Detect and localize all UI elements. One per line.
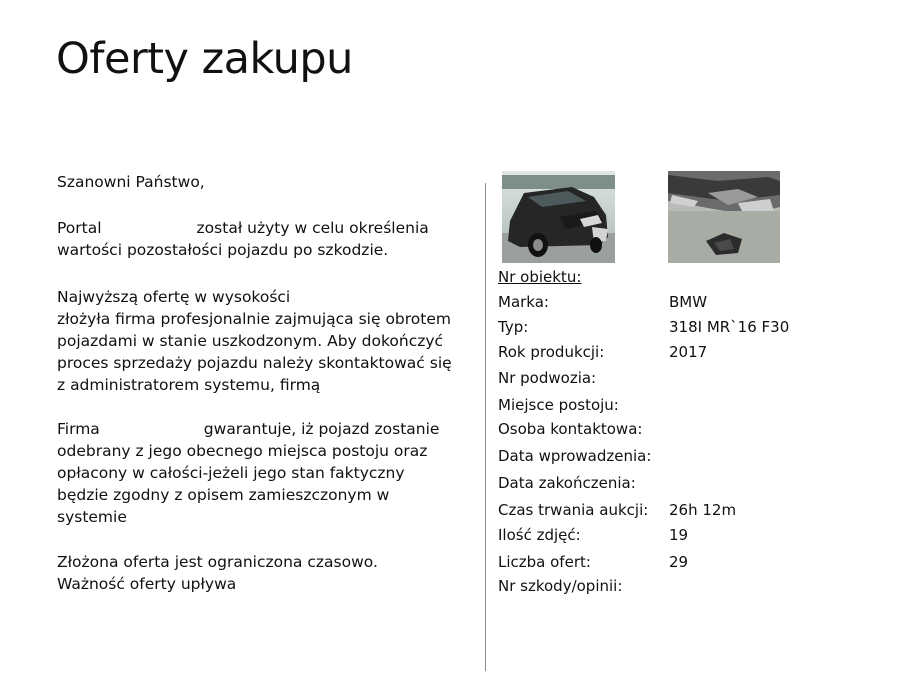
- detail-row-production-year: [498, 343, 898, 365]
- paragraph-3-line-2: odebrany z jego obecnego miejsca postoju oraz: [57, 442, 428, 460]
- detail-label: Data wprowadzenia:: [498, 447, 652, 465]
- detail-value: BMW: [669, 293, 708, 311]
- detail-value: 19: [669, 526, 689, 544]
- vehicle-photo-damage: [668, 171, 780, 263]
- detail-row-claim-number: [498, 577, 898, 599]
- detail-label: Data zakończenia:: [498, 474, 636, 492]
- detail-label: Ilość zdjęć:: [498, 526, 581, 544]
- paragraph-3-line-5: systemie: [57, 508, 127, 526]
- paragraph-4-line-2: Ważność oferty upływa: [57, 575, 237, 593]
- paragraph-2-line-5: z administratorem systemu, firmą: [57, 376, 321, 394]
- detail-row-vin: [498, 369, 898, 391]
- greeting: Szanowni Państwo,: [57, 173, 205, 191]
- detail-label: Miejsce postoju:: [498, 396, 619, 414]
- paragraph-2-line-2: złożyła firma profesjonalnie zajmująca się obrotem: [57, 310, 451, 328]
- paragraph-2-line-4: proces sprzedaży pojazdu należy skontaktować się: [57, 354, 452, 372]
- redacted-company-name: [100, 424, 204, 434]
- paragraph-2-line-3: pojazdami w stanie uszkodzonym. Aby dokończyć: [57, 332, 444, 350]
- paragraph-4-line-1: Złożona oferta jest ograniczona czasowo.: [57, 553, 378, 571]
- detail-label: Nr szkody/opinii:: [498, 577, 623, 595]
- paragraph-1-line-1: [57, 217, 429, 239]
- detail-row-location: [498, 396, 898, 418]
- detail-label: Czas trwania aukcji:: [498, 501, 649, 519]
- detail-row-object-number: [498, 268, 898, 290]
- paragraph-3-line-1: [57, 418, 439, 440]
- detail-value: 29: [669, 553, 689, 571]
- detail-row-entry-date: [498, 447, 898, 469]
- detail-label: Rok produkcji:: [498, 343, 605, 361]
- detail-label: Osoba kontaktowa:: [498, 420, 643, 438]
- detail-value: 2017: [669, 343, 708, 361]
- paragraph-1-line-2: wartości pozostałości pojazdu po szkodzie.: [57, 241, 389, 259]
- detail-label: Typ:: [498, 318, 529, 336]
- detail-label: Marka:: [498, 293, 549, 311]
- paragraph-3-line-3: opłacony w całości-jeżeli jego stan faktyczny: [57, 464, 405, 482]
- redacted-portal-name: [102, 223, 197, 233]
- detail-row-offer-count: [498, 553, 898, 575]
- detail-row-end-date: [498, 474, 898, 496]
- detail-row-photo-count: [498, 526, 898, 548]
- paragraph-3-line-4: będzie zgodny z opisem zamieszczonym w: [57, 486, 390, 504]
- text-guarantees: gwarantuje, iż pojazd zostanie: [203, 420, 440, 438]
- detail-label: Liczba ofert:: [498, 553, 591, 571]
- detail-label: Nr obiektu:: [498, 268, 582, 286]
- vehicle-photo-front: [502, 171, 615, 263]
- detail-value: 26h 12m: [669, 501, 737, 519]
- detail-row-contact-person: [498, 420, 898, 442]
- text-firma: Firma: [57, 420, 100, 438]
- column-divider: [485, 183, 486, 671]
- detail-value: 318I MR`16 F30: [669, 318, 790, 336]
- text-portal-used: został użyty w celu określenia: [196, 219, 429, 237]
- detail-row-auction-duration: [498, 501, 898, 523]
- detail-label: Nr podwozia:: [498, 369, 597, 387]
- detail-row-make: [498, 293, 898, 315]
- page-title: Oferty zakupu: [56, 34, 353, 84]
- paragraph-2-line-1: Najwyższą ofertę w wysokości: [57, 288, 291, 306]
- text-portal: Portal: [57, 219, 102, 237]
- detail-row-type: [498, 318, 898, 340]
